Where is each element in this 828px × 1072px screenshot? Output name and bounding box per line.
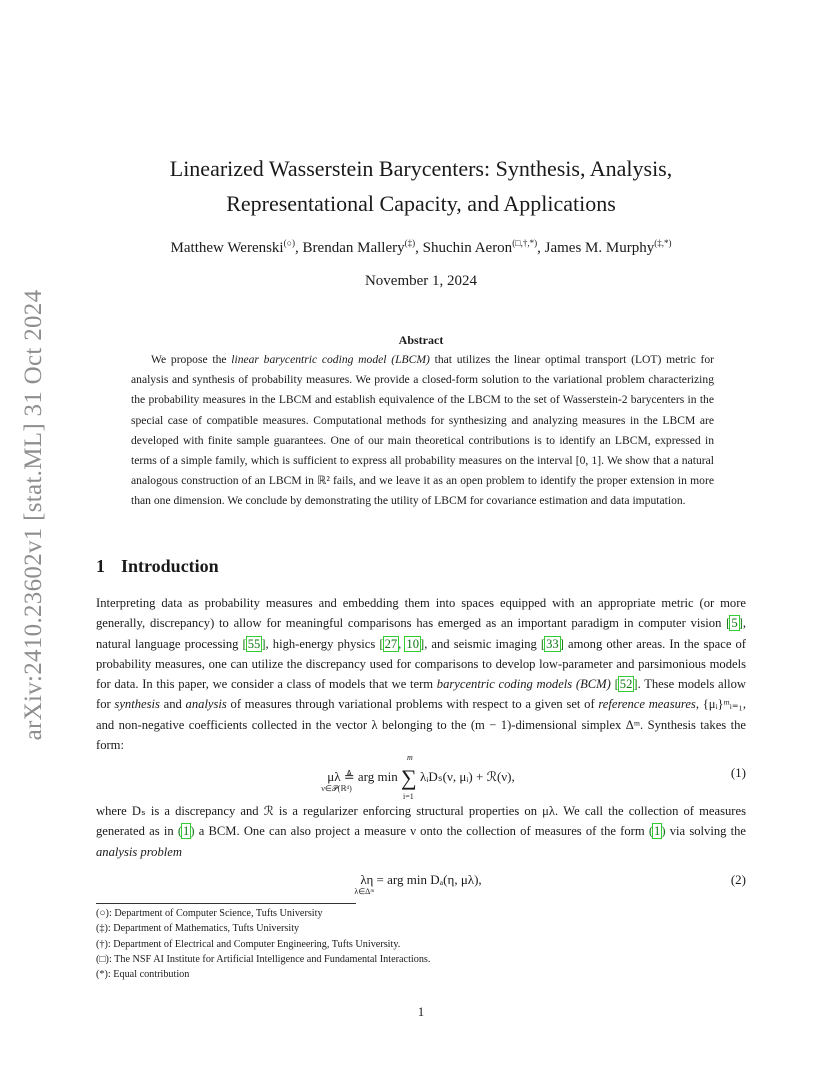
equation-2-math: λη = arg min λ∈Δᵐ Dₐ(η, μλ), <box>354 872 482 896</box>
author-list: Matthew Werenski(○), Brendan Mallery(‡), Shuchin Aeron(□,†,*), James M. Murphy(‡,*) <box>170 238 672 256</box>
section-title: Introduction <box>121 556 219 576</box>
author-name: Shuchin Aeron <box>422 240 513 256</box>
abstract-body: We propose the linear barycentric coding model (LBCM) that utilizes the linear optimal transport (LOT) metric for analysis and synthesis of probability measures. We provide a closed-form solution to the variational problem characterizing the probability measures in the LBCM and establish equivalence of the LBCM to the set of Wasserstein-2 barycenters in the special case of compatible measures. Computational methods for synthesizing and analyzing measures in the LBCM are developed with finite sample guarantees. One of our main theoretical contributions is to identify an LBCM, expressed in terms of a simple family, which is sufficient to express all probability measures on the interval [0, 1]. We show that a natural analogous construction of an LBCM in ℝ² fails, and we leave it as an open problem to identify the proper extension in more than one dimension. We conclude by demonstrating the utility of LBCM for covariance estimation and data imputation. <box>131 353 714 508</box>
arxiv-identifier <box>16 285 52 745</box>
equation-1-math: μλ ≜ arg min ν∈𝒫(ℝᵈ) ∑ m i=1 λᵢDₛ(ν, μᵢ) + ℛ(ν), <box>321 753 515 801</box>
footnote: (○): Department of Computer Science, Tufts University <box>96 908 323 919</box>
footnote: (□): The NSF AI Institute for Artificial Intelligence and Fundamental Interactions. <box>96 953 431 965</box>
section-heading <box>96 556 219 577</box>
equation-number: (2) <box>730 872 746 887</box>
paper-title-line-1: Linearized Wasserstein Barycenters: Synthesis, Analysis, <box>169 156 673 181</box>
page-number: 1 <box>417 1005 425 1019</box>
abstract-heading: Abstract <box>398 333 444 347</box>
equation-ref-link[interactable]: (1) <box>648 824 666 839</box>
equation-ref-link[interactable]: (1) <box>177 824 195 839</box>
author-name: Matthew Werenski <box>170 240 284 256</box>
arxiv-identifier-text: arXiv:2410.23602v1 [stat.ML] 31 Oct 2024 <box>20 289 47 741</box>
intro-paragraph: Interpreting data as probability measures and embedding them into spaces equipped with an appropriate metric (or more generally, discrepancy) to allow for meaningful comparisons has emerged as an important paradigm in computer vision [5], natural language processing [55], high-energy physics [27, 10], and seismic imaging [33] among other areas. In the space of probability measures, one can utilize the discrepancy used for comparisons to develop low-parameter and parsimonious models for data. In this paper, we consider a class of models that we term barycentric coding models (BCM) [52]. These models allow for synthesis and analysis of measures through variational problems with respect to a given set of reference measures, {μᵢ}ᵐᵢ₌₁, and non-negative coefficients collected in the vector λ belonging to the (m − 1)-dimensional simplex Δᵐ. Synthesis takes the form: <box>96 596 747 753</box>
author-name: Brendan Mallery <box>302 240 405 256</box>
abstract-emphasis: linear barycentric coding model (LBCM) <box>231 353 430 366</box>
citation-link[interactable]: [52] <box>614 677 638 692</box>
paper-date: November 1, 2024 <box>364 273 478 289</box>
citation-link[interactable]: [55] <box>242 636 266 651</box>
footnote: (†): Department of Electrical and Computer Engineering, Tufts University. <box>96 938 401 950</box>
author-affiliation-mark: (○) <box>283 238 296 248</box>
footnote: (‡): Department of Mathematics, Tufts University <box>96 923 300 935</box>
equation-2 <box>96 872 746 896</box>
citation-link[interactable]: [5] <box>726 616 743 631</box>
footnote-divider <box>96 903 356 904</box>
equation-1 <box>96 753 746 801</box>
footnote: (*): Equal contribution <box>96 969 190 981</box>
footnotes <box>96 906 746 982</box>
author-affiliation-mark: (□,†,*) <box>512 238 538 248</box>
equation-number: (1) <box>730 765 746 780</box>
section-number: 1 <box>96 556 105 576</box>
paper-title-line-2: Representational Capacity, and Applications <box>226 191 616 216</box>
author-affiliation-mark: (‡,*) <box>654 238 672 248</box>
citation-link[interactable]: [33] <box>540 636 564 651</box>
paragraph-after-equation: where Dₛ is a discrepancy and ℛ is a regularizer enforcing structural properties on μλ. We call the collection of measures generated as in (1) a BCM. One can also project a measure ν onto the collection of measures of the form (1) via solving the analysis problem <box>96 804 746 859</box>
author-name: James M. Murphy <box>544 240 655 256</box>
citation-link[interactable]: [27, 10] <box>379 636 425 651</box>
author-affiliation-mark: (‡) <box>404 238 416 248</box>
